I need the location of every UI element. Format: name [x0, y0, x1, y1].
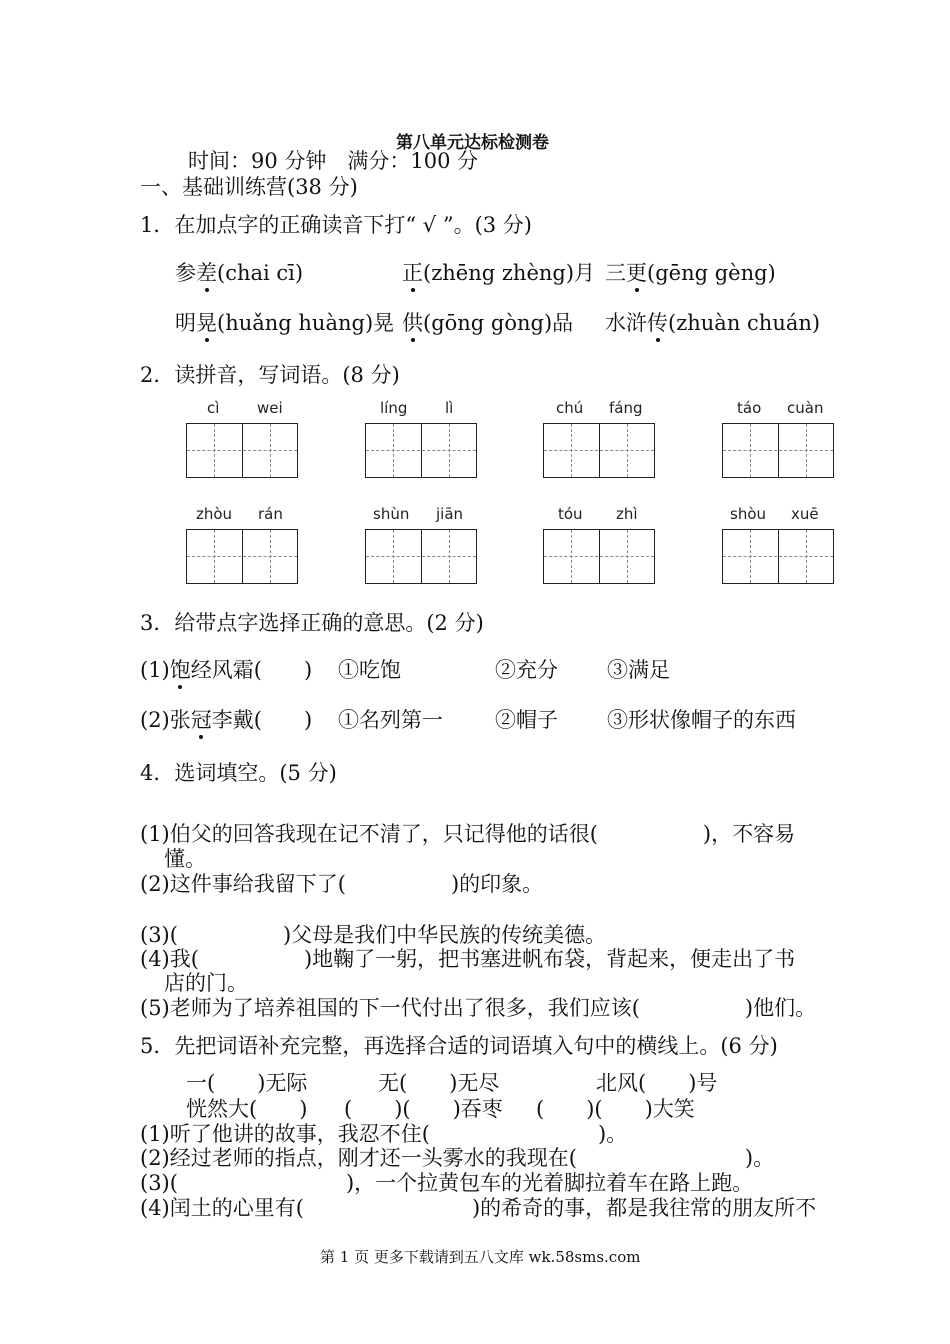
q1-item: 参差(chai cī) [175, 261, 304, 285]
q5-line: (1)听了他讲的故事，我忍不住( )。 [140, 1122, 628, 1146]
writing-box[interactable] [365, 529, 477, 584]
q5-word: 北风( )号 [596, 1071, 718, 1095]
q3-option: ②充分 [495, 658, 558, 682]
q5-word: ( )( )吞枣 [344, 1097, 503, 1121]
dotted-char: 供 [402, 311, 423, 335]
q4-line: (3)( )父母是我们中华民族的传统美德。 [140, 923, 607, 947]
dotted-char: 晃 [196, 311, 217, 335]
pinyin-label: cuàn [787, 399, 824, 417]
writing-box[interactable] [543, 529, 655, 584]
q3-option: ②帽子 [495, 708, 558, 732]
pinyin-label: táo [737, 399, 762, 417]
q1-item: 供(gōng gòng)品 [402, 311, 574, 335]
q5-word: 一( )无际 [186, 1071, 308, 1095]
q5-line: (2)经过老师的指点，刚才还一头雾水的我现在( )。 [140, 1146, 775, 1170]
pinyin-label: rán [258, 505, 283, 523]
question-3-heading: 3．给带点字选择正确的意思。(2 分) [140, 611, 484, 635]
pinyin-label: cì [207, 399, 220, 417]
writing-box[interactable] [722, 529, 834, 584]
q4-line: (5)老师为了培养祖国的下一代付出了很多，我们应该( )他们。 [140, 996, 817, 1020]
q1-item: 三更(gēng gèng) [605, 261, 776, 285]
pinyin-label: fáng [609, 399, 643, 417]
q3-option: ①吃饱 [338, 658, 401, 682]
q3-row: (2)张冠李戴( ) [140, 708, 313, 732]
writing-box[interactable] [365, 423, 477, 478]
pinyin-label: wei [257, 399, 283, 417]
pinyin-label: lì [445, 399, 454, 417]
q4-line: (4)我( )地鞠了一躬，把书塞进帆布袋，背起来，便走出了书 [140, 947, 796, 971]
q3-option: ③形状像帽子的东西 [607, 708, 796, 732]
q1-item: 水浒传(zhuàn chuán) [605, 311, 821, 335]
pinyin-label: líng [380, 399, 408, 417]
pinyin-label: chú [556, 399, 584, 417]
q5-line: (4)闰土的心里有( )的希奇的事，都是我往常的朋友所不 [140, 1196, 817, 1220]
writing-box[interactable] [186, 423, 298, 478]
q4-line: (1)伯父的回答我现在记不清了，只记得他的话很( )，不容易 [140, 822, 796, 846]
q5-line: (3)( )，一个拉黄包车的光着脚拉着车在路上跑。 [140, 1171, 754, 1195]
pinyin-label: tóu [558, 505, 583, 523]
pinyin-label: xuē [791, 505, 819, 523]
dotted-char: 饱 [169, 658, 191, 682]
writing-box[interactable] [543, 423, 655, 478]
q3-row: (1)饱经风霜( ) [140, 658, 313, 682]
pinyin-label: zhòu [196, 505, 233, 523]
q5-word: 无( )无尽 [378, 1071, 500, 1095]
pinyin-label: jiān [436, 505, 464, 523]
dotted-char: 正 [402, 261, 423, 285]
question-2-heading: 2．读拼音，写词语。(8 分) [140, 363, 400, 387]
question-4-heading: 4．选词填空。(5 分) [140, 761, 337, 785]
q1-item: 明晃(huǎng huàng)晃 [175, 311, 395, 335]
q5-word: ( )( )大笑 [536, 1097, 695, 1121]
pinyin-label: shòu [730, 505, 767, 523]
q4-line: (2)这件事给我留下了( )的印象。 [140, 872, 544, 896]
dotted-char: 更 [626, 261, 647, 285]
writing-box[interactable] [186, 529, 298, 584]
page-title: 第八单元达标检测卷 [396, 133, 549, 153]
pinyin-label: shùn [373, 505, 410, 523]
q3-option: ①名列第一 [338, 708, 443, 732]
q4-line: 懂。 [164, 847, 206, 871]
dotted-char: 差 [196, 261, 217, 285]
exam-info: 时间：90 分钟 满分：100 分 [188, 149, 479, 173]
question-1-heading: 1．在加点字的正确读音下打“ √ ”。(3 分) [140, 213, 532, 237]
q5-word: 恍然大( ) [186, 1097, 308, 1121]
q1-item: 正(zhēng zhèng)月 [402, 261, 596, 285]
q3-option: ③满足 [607, 658, 670, 682]
page-footer: 第 1 页 更多下载请到五八文库 wk.58sms.com [320, 1248, 641, 1266]
question-5-heading: 5．先把词语补充完整，再选择合适的词语填入句中的横线上。(6 分) [140, 1034, 778, 1058]
dotted-char: 冠 [190, 708, 212, 732]
q4-line: 店的门。 [164, 971, 248, 995]
dotted-char: 传 [647, 311, 668, 335]
section-heading: 一、基础训练营(38 分) [140, 175, 358, 199]
writing-box[interactable] [722, 423, 834, 478]
pinyin-label: zhì [616, 505, 638, 523]
